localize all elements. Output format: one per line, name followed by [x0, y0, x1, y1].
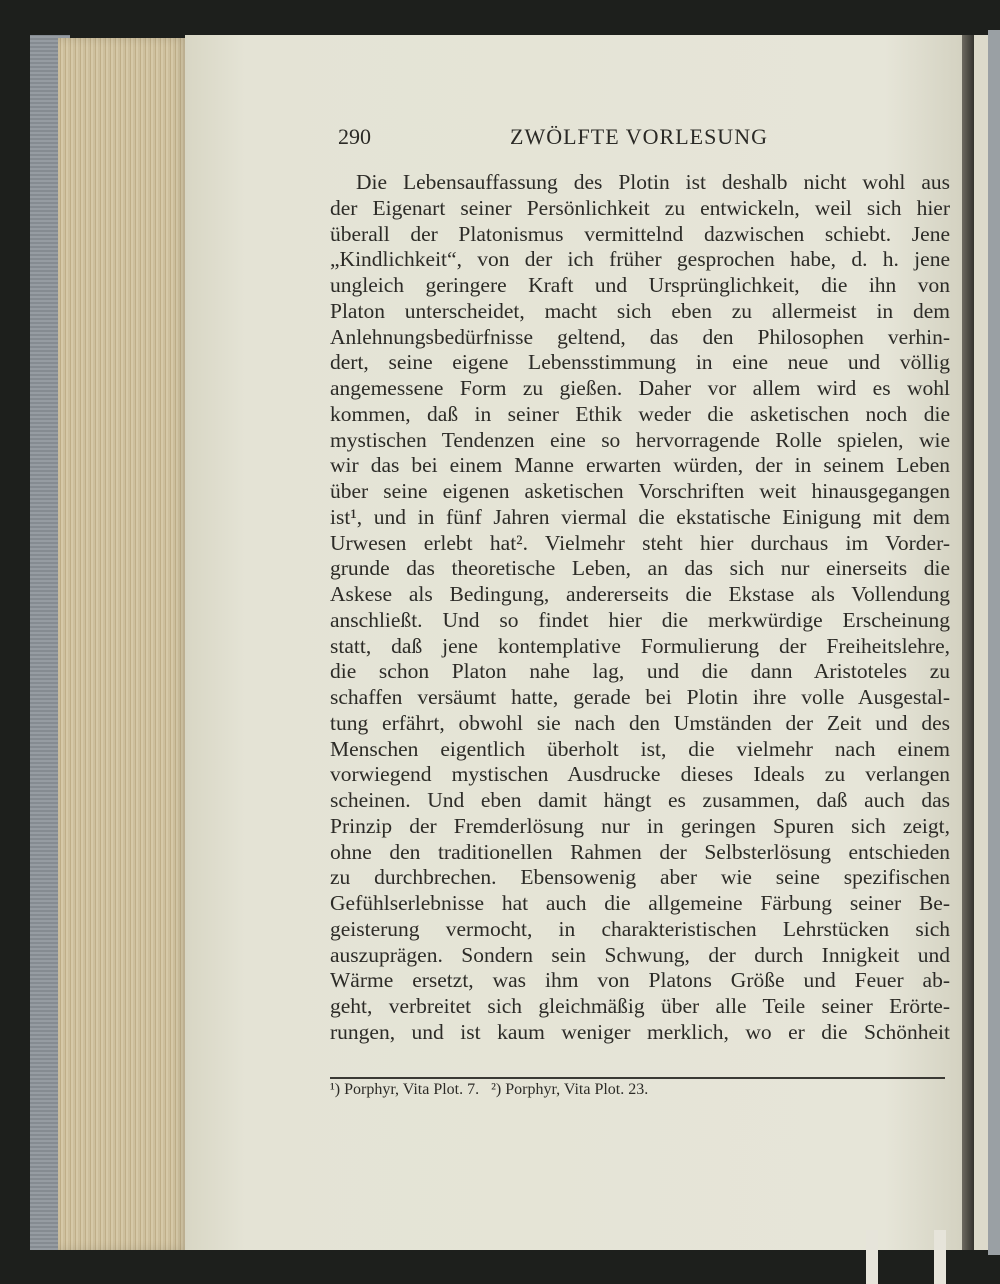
- text-line: dert, seine eigene Lebensstimmung in eine neue und völlig: [330, 350, 950, 375]
- page-number: 290: [338, 124, 371, 149]
- text-line: wir das bei einem Manne erwarten würden, der in seinem Leben: [330, 453, 950, 478]
- text-line: kommen, daß in seiner Ethik weder die asketischen noch die: [330, 401, 950, 426]
- text-line: ohne den traditionellen Rahmen der Selbsterlösung entschieden: [330, 839, 950, 864]
- text-line: Menschen eigentlich überholt ist, die vielmehr nach einem: [330, 736, 950, 761]
- text-line: auszuprägen. Sondern sein Schwung, der durch Innigkeit und: [330, 942, 950, 967]
- text-line: anschließt. Und so findet hier die merkwürdige Erscheinung: [330, 607, 950, 632]
- footnotes: ¹) Porphyr, Vita Plot. 7. ²) Porphyr, Vita Plot. 23.: [330, 1081, 649, 1098]
- text-line: vorwiegend mystischen Ausdrucke dieses Ideals zu verlangen: [330, 762, 950, 787]
- text-line: ist¹, und in fünf Jahren viermal die ekstatische Einigung mit dem: [330, 504, 950, 529]
- text-line: geht, verbreitet sich gleichmäßig über alle Teile seiner Erörte-: [330, 994, 950, 1018]
- text-line: mystischen Tendenzen eine so hervorragende Rolle spielen, wie: [330, 427, 950, 452]
- text-line: „Kindlichkeit“, von der ich früher gesprochen habe, d. h. jene: [330, 247, 950, 272]
- text-line: Gefühlserlebnisse hat auch die allgemeine Färbung seiner Be-: [330, 891, 950, 915]
- text-line: die schon Platon nahe lag, und die dann Aristoteles zu: [330, 659, 950, 684]
- bookmark-ribbon: [934, 1230, 946, 1284]
- text-line: Anlehnungsbedürfnisse geltend, das den Philosophen verhin-: [330, 324, 950, 349]
- text-line: über seine eigenen asketischen Vorschriften weit hinausgegangen: [330, 479, 950, 503]
- text-line: Prinzip der Fremderlösung nur in geringen Spuren sich zeigt,: [330, 813, 950, 838]
- page-edges: [58, 38, 188, 1250]
- text-line: geisterung vermocht, in charakteristischen Lehrstücken sich: [330, 916, 950, 941]
- book-cover-right: [988, 30, 1000, 1255]
- text-line: Askese als Bedingung, andererseits die Ekstase als Vollendung: [330, 582, 950, 606]
- body-text: [330, 170, 950, 1046]
- bookmark-ribbon: [866, 1230, 878, 1284]
- text-line: Die Lebensauffassung des Plotin ist deshalb nicht wohl aus: [356, 170, 950, 194]
- text-line: überall der Platonismus vermittelnd dazwischen schiebt. Jene: [330, 221, 950, 246]
- footnote-rule: [330, 1077, 945, 1079]
- text-line: statt, daß jene kontemplative Formulierung der Freiheitslehre,: [330, 633, 950, 658]
- text-line: ungleich geringere Kraft und Ursprünglichkeit, die ihn von: [330, 273, 950, 297]
- page-header: [338, 124, 948, 152]
- text-line: rungen, und ist kaum weniger merklich, wo er die Schönheit: [330, 1019, 950, 1044]
- text-line: Platon unterscheidet, macht sich eben zu allermeist in dem: [330, 298, 950, 323]
- text-line: zu durchbrechen. Ebensowenig aber wie seine spezifischen: [330, 865, 950, 890]
- text-line: Urwesen erlebt hat². Vielmehr steht hier durchaus im Vorder-: [330, 530, 950, 555]
- text-line: schaffen versäumt hatte, gerade bei Plotin ihre volle Ausgestal-: [330, 685, 950, 709]
- text-line: tung erfährt, obwohl sie nach den Umständen der Zeit und des: [330, 710, 950, 735]
- text-line: der Eigenart seiner Persönlichkeit zu entwickeln, weil sich hier: [330, 195, 950, 220]
- text-line: angemessene Form zu gießen. Daher vor allem wird es wohl: [330, 376, 950, 400]
- text-line: grunde das theoretische Leben, an das sich nur einerseits die: [330, 556, 950, 581]
- running-title: ZWÖLFTE VORLESUNG: [510, 124, 768, 149]
- text-line: Wärme ersetzt, was ihm von Platons Größe und Feuer ab-: [330, 968, 950, 993]
- text-line: scheinen. Und eben damit hängt es zusammen, daß auch das: [330, 788, 950, 812]
